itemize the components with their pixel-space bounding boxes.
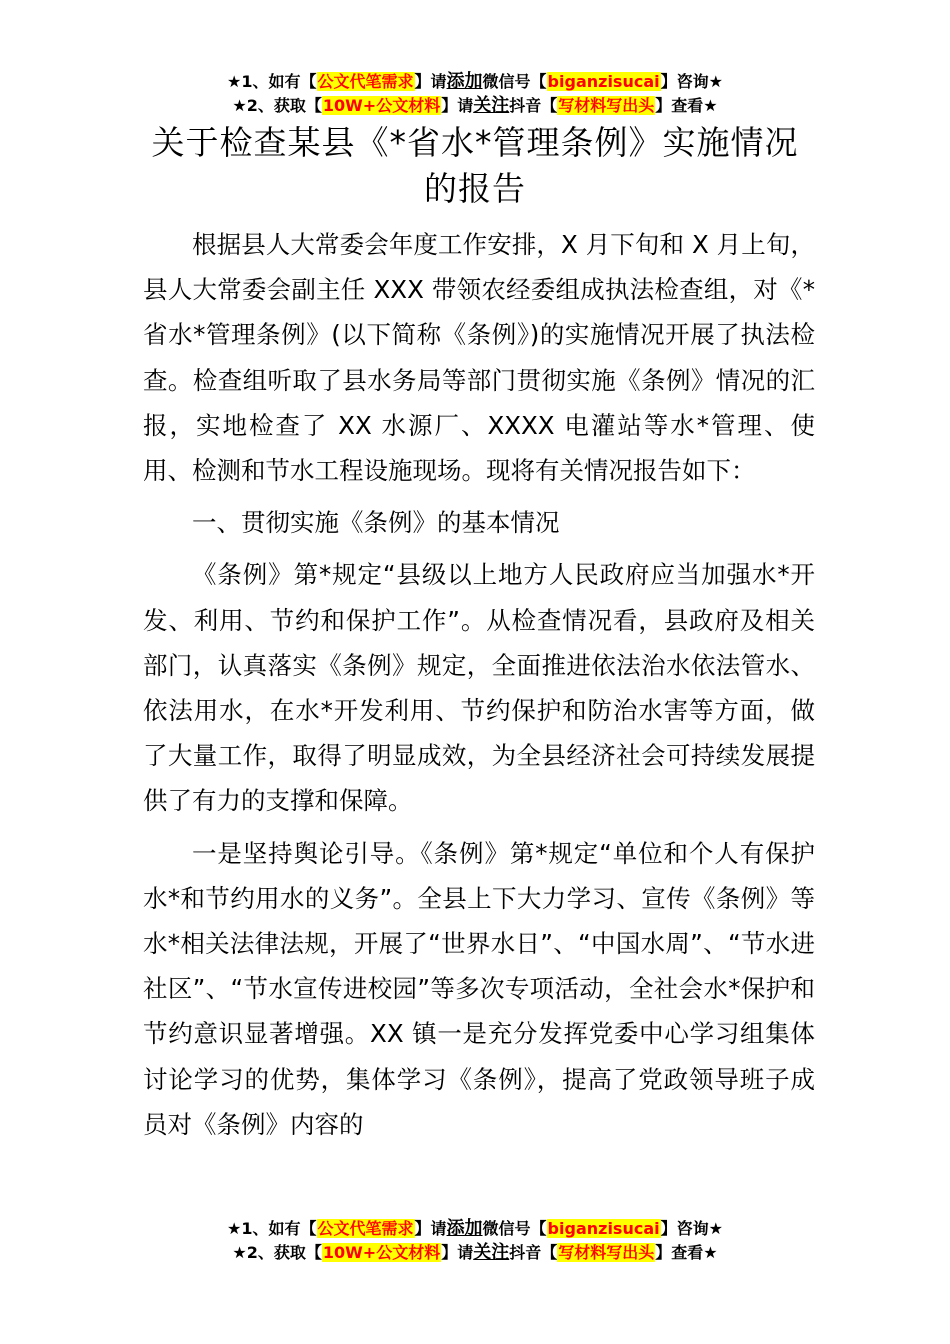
paragraph-intro: 根据县人大常委会年度工作安排，X 月下旬和 X 月上旬，县人大常委会副主任 XXX 带领农经委组成执法检查组，对《*省水*管理条例》(以下简称《条例》)的实施情况开展了执法检查。检查组听取了县水务局等部门贯彻实施《条例》情况的汇报，实地检查了 XX 水源厂、XXXX 电灌站等水*管理、使用、检测和节水工程设施现场。现将有关情况报告如下：	[143, 230, 815, 486]
title-line-1: 关于检查某县《*省水*管理条例》实施情况	[151, 123, 799, 162]
banner-text: 】咨询★	[660, 1219, 723, 1238]
banner-highlight: 10W+公文材料	[322, 1243, 441, 1262]
banner-highlight: 写材料写出头	[558, 1243, 655, 1262]
banner-text: 抖音【	[509, 1243, 558, 1262]
banner-text: 】请	[441, 1243, 474, 1262]
banner-text: 】咨询★	[660, 72, 723, 91]
banner-highlight: 写材料写出头	[558, 96, 655, 115]
banner-text: 】请	[414, 72, 447, 91]
banner-highlight: 10W+公文材料	[322, 96, 441, 115]
banner-highlight: biganzisucai	[547, 1219, 660, 1238]
banner-text: ★2、获取【	[232, 1243, 322, 1262]
banner-text: ★1、如有【	[227, 72, 317, 91]
banner-highlight: biganzisucai	[547, 72, 660, 91]
paragraph-basic: 《条例》第*规定“县级以上地方人民政府应当加强水*开发、利用、节约和保护工作”。从检查情况看，县政府及相关部门，认真落实《条例》规定，全面推进依法治水依法管水、依法用水，在水*开发利用、节约保护和防治水害等方面，做了大量工作，取得了明显成效，为全县经济社会可持续发展提供了有力的支撑和保障。	[143, 560, 815, 816]
banner-line-1	[0, 1217, 950, 1241]
banner-highlight: 公文代笔需求	[317, 72, 414, 91]
banner-underline: 关注	[473, 1242, 510, 1263]
banner-text: 】查看★	[655, 1243, 718, 1262]
banner-text: ★1、如有【	[227, 1219, 317, 1238]
banner-underline: 关注	[473, 95, 510, 116]
banner-underline: 添加	[446, 1218, 483, 1239]
banner-line-2	[0, 1241, 950, 1265]
banner-text: 】查看★	[655, 96, 718, 115]
banner-highlight: 公文代笔需求	[317, 1219, 414, 1238]
banner-text: 微信号【	[482, 1219, 547, 1238]
banner-text: 微信号【	[482, 72, 547, 91]
title-line-2: 的报告	[424, 169, 526, 208]
paragraph-point-1: 一是坚持舆论引导。《条例》第*规定“单位和个人有保护水*和节约用水的义务”。全县上下大力学习、宣传《条例》等水*相关法律法规，开展了“世界水日”、“中国水周”、“节水进社区”、“节水宣传进校园”等多次专项活动，全社会水*保护和节约意识显著增强。XX 镇一是充分发挥党委中心学习组集体讨论学习的优势，集体学习《条例》，提高了党政领导班子成员对《条例》内容的	[143, 838, 815, 1139]
banner-text: ★2、获取【	[232, 96, 322, 115]
banner-text: 】请	[414, 1219, 447, 1238]
section-heading: 一、贯彻实施《条例》的基本情况	[192, 508, 560, 538]
page-title	[140, 120, 810, 212]
header-banner	[0, 70, 950, 118]
banner-line-2	[0, 94, 950, 118]
banner-text: 抖音【	[509, 96, 558, 115]
document-body	[143, 222, 815, 1147]
banner-underline: 添加	[446, 71, 483, 92]
banner-line-1	[0, 70, 950, 94]
banner-text: 】请	[441, 96, 474, 115]
footer-banner	[0, 1217, 950, 1265]
